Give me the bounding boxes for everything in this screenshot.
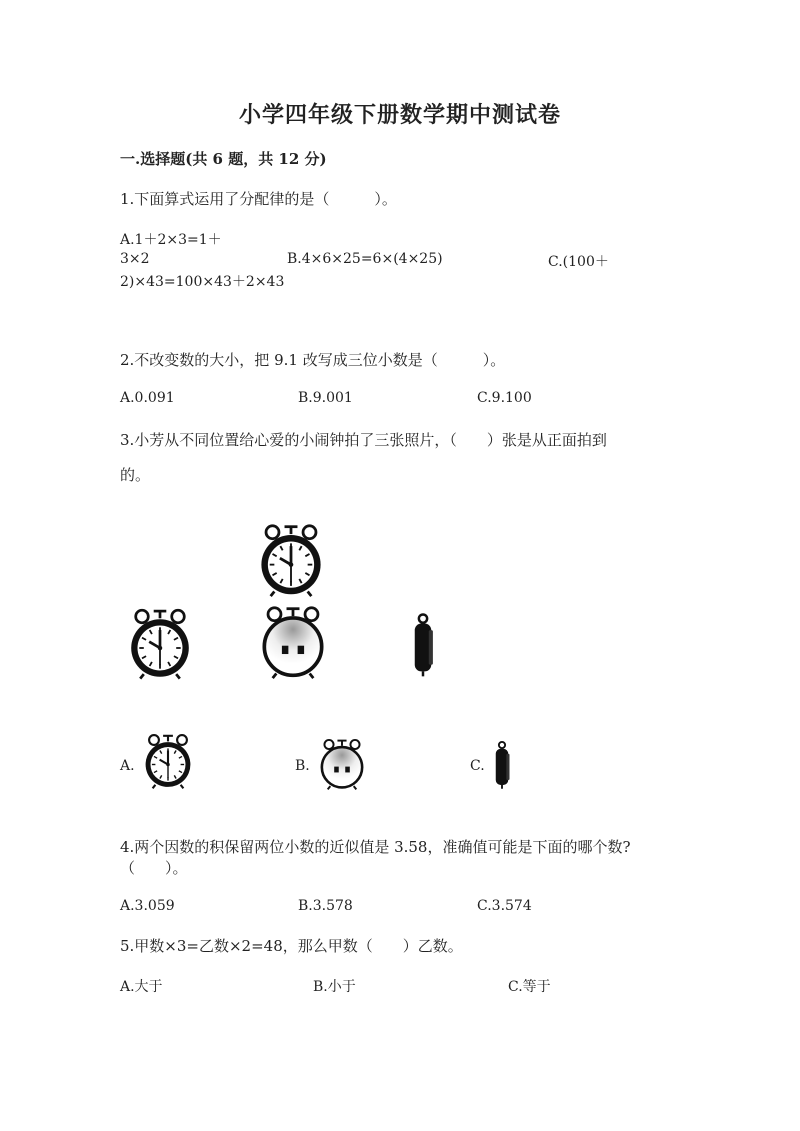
question-4-stem-line2: （ ）。 (120, 859, 188, 877)
question-1-stem: 1.下面算式运用了分配律的是（ ）。 (120, 190, 397, 208)
question-1-option-c-line1: C.(100＋ (548, 254, 609, 270)
question-3-option-a: A. (120, 758, 135, 774)
alarm-clock-back-icon (256, 605, 330, 679)
question-4-option-c: C.3.574 (477, 898, 532, 914)
page-title: 小学四年级下册数学期中测试卷 (238, 102, 561, 128)
question-2-option-b: B.9.001 (298, 390, 353, 406)
alarm-clock-side-icon (491, 740, 513, 790)
alarm-clock-front-icon (140, 733, 196, 789)
question-2-option-c: C.9.100 (477, 390, 532, 406)
section-heading: 一.选择题(共 6 题，共 12 分) (120, 150, 327, 168)
alarm-clock-back-icon (316, 738, 368, 790)
question-5-stem: 5.甲数×3=乙数×2=48，那么甲数（ ）乙数。 (120, 937, 463, 955)
question-5-option-c: C.等于 (508, 979, 551, 995)
question-3-option-b: B. (295, 758, 310, 774)
question-4-stem-line1: 4.两个因数的积保留两位小数的近似值是 3.58，准确值可能是下面的哪个数? (120, 838, 631, 856)
question-1-option-c-line2: 2)×43=100×43＋2×43 (120, 274, 285, 290)
question-1-option-a-line1: A.1＋2×3=1＋ (120, 232, 222, 248)
question-3-option-c: C. (470, 758, 485, 774)
alarm-clock-side-icon (410, 612, 436, 678)
question-3-stem-line2: 的。 (120, 466, 151, 484)
question-4-option-b: B.3.578 (298, 898, 353, 914)
question-4-option-a: A.3.059 (120, 898, 175, 914)
alarm-clock-front-icon (254, 523, 328, 597)
question-2-option-a: A.0.091 (120, 390, 175, 406)
question-3-stem-line1: 3.小芳从不同位置给心爱的小闹钟拍了三张照片，（ ）张是从正面拍到 (120, 431, 607, 449)
question-1-option-a-line2: 3×2 (120, 251, 150, 267)
question-5-option-a: A.大于 (120, 979, 163, 995)
question-5-option-b: B.小于 (313, 979, 356, 995)
question-1-option-b: B.4×6×25=6×(4×25) (287, 251, 443, 267)
question-2-stem: 2.不改变数的大小，把 9.1 改写成三位小数是（ ）。 (120, 351, 506, 369)
alarm-clock-front-icon (124, 606, 196, 681)
